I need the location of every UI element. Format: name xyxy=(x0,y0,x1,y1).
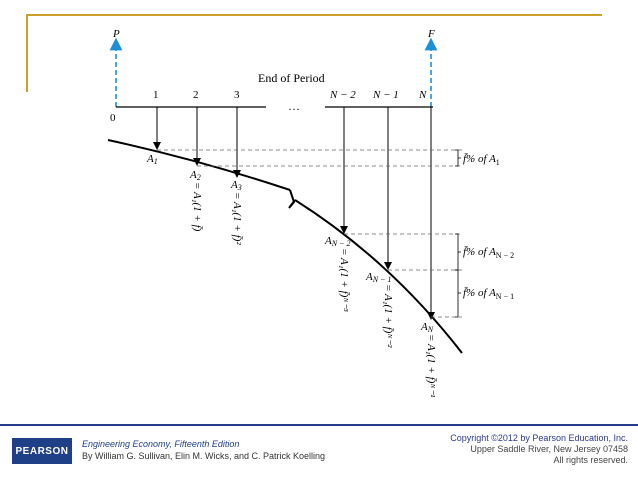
axis-ellipsis: … xyxy=(288,99,300,113)
book-edition: , Fifteenth Edition xyxy=(169,439,240,449)
end-of-period-label: End of Period xyxy=(258,71,325,85)
formula-an: = A₁(1 + f̄)ᴺ⁻¹ xyxy=(425,334,437,398)
f-label: F xyxy=(428,28,435,40)
formula-an-1: = A₁(1 + f̄)ᴺ⁻² xyxy=(382,284,394,348)
period-label-1: 1 xyxy=(153,89,159,101)
copyright-line-2: Upper Saddle River, New Jersey 07458 xyxy=(470,444,628,454)
flow-label-a1: A1 xyxy=(147,153,158,166)
period-label-2: 2 xyxy=(193,89,199,101)
curve-break xyxy=(289,190,295,208)
book-authors: By William G. Sullivan, Elin M. Wicks, and C. Patrick Koelling xyxy=(82,451,326,461)
period-label-n-2: N − 2 xyxy=(330,89,356,101)
flow-label-an: AN xyxy=(421,321,434,334)
origin-label: 0 xyxy=(110,112,116,124)
flow-label-an-1: AN − 1 xyxy=(366,271,392,284)
pct-of-an-1-label: f̄% of $A_{N - 1}$ xyxy=(463,287,515,301)
bracket-a1 xyxy=(455,150,461,166)
flow-label-a2: A2 xyxy=(190,169,201,182)
pearson-logo: PEARSON xyxy=(12,438,72,464)
formula-a3: = A₁(1 + f̄)² xyxy=(231,192,243,245)
period-label-n: N xyxy=(419,89,427,101)
book-title: Engineering Economy xyxy=(82,439,170,449)
bracket-an-1 xyxy=(455,270,461,317)
footer-divider xyxy=(0,424,638,426)
copyright-line-3: All rights reserved. xyxy=(553,455,628,465)
period-label-3: 3 xyxy=(234,89,240,101)
pct-of-a1-label: f̄% of $A_1$ xyxy=(463,153,500,167)
reference-lines xyxy=(157,150,462,317)
flow-label-a3: A3 xyxy=(231,179,242,192)
p-label: P xyxy=(113,28,120,40)
formula-a2: = A₁(1 + f̄) xyxy=(191,182,203,232)
formula-an-2: = A₁(1 + f̄)ᴺ⁻³ xyxy=(338,248,350,312)
copyright-line-1: Copyright ©2012 by Pearson Education, Inc. xyxy=(450,433,628,443)
copyright-block xyxy=(450,433,628,466)
period-label-n-1: N − 1 xyxy=(373,89,399,101)
bracket-an-2 xyxy=(455,234,461,270)
pct-of-an-2-label: f̄% of $A_{N - 2}$ xyxy=(463,246,515,260)
flow-label-an-2: AN − 2 xyxy=(325,235,351,248)
book-citation xyxy=(82,438,325,462)
